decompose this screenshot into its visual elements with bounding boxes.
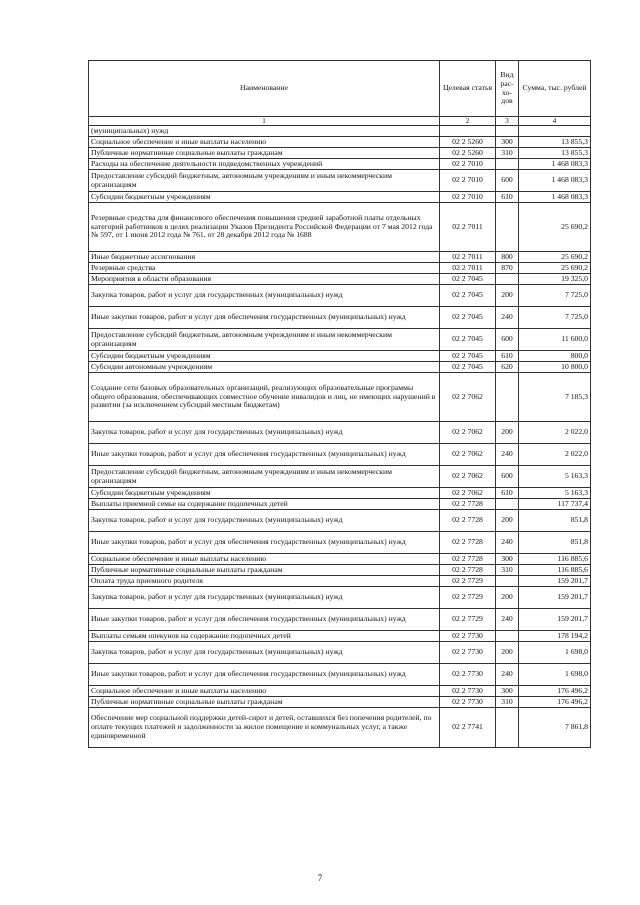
table-row [89, 532, 591, 554]
row-type: 600 [496, 329, 519, 351]
row-type: 800 [496, 252, 519, 263]
budget-table [88, 60, 591, 748]
col-number-4: 4 [519, 117, 591, 126]
row-sum: 159 201,7 [519, 587, 591, 609]
row-code: 02 2 7010 [440, 192, 496, 203]
table-row [89, 422, 591, 444]
row-code: 02 2 7729 [440, 609, 496, 631]
table-row [89, 252, 591, 263]
row-name: Предоставление субсидий бюджетным, автономным учреждениям и иным некоммерческим организациям [89, 466, 440, 488]
row-name: Иные закупки товаров, работ и услуг для обеспечения государственных (муниципальных) нужд [89, 307, 440, 329]
row-name: Иные закупки товаров, работ и услуг для обеспечения государственных (муниципальных) нужд [89, 444, 440, 466]
row-code: 02 2 7045 [440, 362, 496, 373]
row-sum: 25 690,2 [519, 203, 591, 252]
row-type: 610 [496, 192, 519, 203]
table-row [89, 170, 591, 192]
table-row [89, 631, 591, 642]
table-row [89, 148, 591, 159]
row-name: Субсидии бюджетным учреждениям [89, 351, 440, 362]
row-code: 02 2 7728 [440, 554, 496, 565]
table-row [89, 609, 591, 631]
row-name: Субсидии бюджетным учреждениям [89, 192, 440, 203]
row-name: Закупка товаров, работ и услуг для государственных (муниципальных) нужд [89, 510, 440, 532]
row-name: Обеспечение мер социальной поддержки детей-сирот и детей, оставшихся без попечения родителей, по оплате текущих платежей и задолженности за жилое помещение и коммунальных услуг, а также единовременной [89, 708, 440, 748]
row-code: 02 2 7010 [440, 159, 496, 170]
row-sum: 13 855,3 [519, 148, 591, 159]
row-code: 02 2 7062 [440, 373, 496, 422]
row-sum: 19 325,0 [519, 274, 591, 285]
table-header-row [89, 61, 591, 117]
row-type: 600 [496, 170, 519, 192]
table-row [89, 554, 591, 565]
table-row [89, 285, 591, 307]
row-sum: 159 201,7 [519, 609, 591, 631]
table-row [89, 126, 591, 137]
table-row [89, 137, 591, 148]
row-type: 310 [496, 697, 519, 708]
row-code: 02 2 7011 [440, 252, 496, 263]
col-number-1: 1 [89, 117, 440, 126]
table-row [89, 697, 591, 708]
header-sum: Сумма, тыс. рублей [519, 61, 591, 117]
row-type: 610 [496, 488, 519, 499]
row-type: 200 [496, 510, 519, 532]
table-row [89, 263, 591, 274]
row-type: 300 [496, 686, 519, 697]
table-row [89, 664, 591, 686]
row-sum: 7 725,0 [519, 285, 591, 307]
row-sum: 1 468 083,3 [519, 159, 591, 170]
col-number-2: 2 [440, 117, 496, 126]
table-row [89, 708, 591, 748]
table-row [89, 192, 591, 203]
row-sum: 800,0 [519, 351, 591, 362]
row-sum: 178 194,2 [519, 631, 591, 642]
table-row [89, 329, 591, 351]
row-name: Социальное обеспечение и иные выплаты населению [89, 137, 440, 148]
row-sum [519, 126, 591, 137]
row-sum: 176 496,2 [519, 697, 591, 708]
row-name: Публичные нормативные социальные выплаты гражданам [89, 565, 440, 576]
row-name: Иные бюджетные ассигнования [89, 252, 440, 263]
row-type [496, 274, 519, 285]
row-sum: 25 690,2 [519, 263, 591, 274]
table-body [89, 126, 591, 748]
row-type: 200 [496, 422, 519, 444]
row-code: 02 2 5260 [440, 148, 496, 159]
row-code: 02 2 7730 [440, 642, 496, 664]
row-sum: 13 855,3 [519, 137, 591, 148]
row-name: Расходы на обеспечение деятельности подведомственных учреждений [89, 159, 440, 170]
row-code: 02 2 7729 [440, 587, 496, 609]
row-name: Резервные средства для финансового обеспечения повышения средней заработной платы отдельных категорий работников в целях реализации Указов Президента Российской Федерации от 7 мая 2012 года № 597, от 1 июня 2012 года № 761, от 28 декабря 2012 года № 1688 [89, 203, 440, 252]
row-name: Субсидии бюджетным учреждениям [89, 488, 440, 499]
row-type: 240 [496, 444, 519, 466]
column-number-row [89, 117, 591, 126]
row-sum: 10 800,0 [519, 362, 591, 373]
table-row [89, 499, 591, 510]
table-row [89, 466, 591, 488]
table-row [89, 642, 591, 664]
row-type [496, 159, 519, 170]
row-type [496, 203, 519, 252]
row-name: Закупка товаров, работ и услуг для государственных (муниципальных) нужд [89, 642, 440, 664]
row-type: 310 [496, 565, 519, 576]
row-type: 240 [496, 307, 519, 329]
row-type: 870 [496, 263, 519, 274]
row-code: 02 2 7729 [440, 576, 496, 587]
row-type: 620 [496, 362, 519, 373]
row-sum: 5 163,3 [519, 466, 591, 488]
row-type: 600 [496, 466, 519, 488]
row-sum: 7 725,0 [519, 307, 591, 329]
row-sum: 5 163,3 [519, 488, 591, 499]
row-type [496, 126, 519, 137]
row-sum: 11 600,0 [519, 329, 591, 351]
row-sum: 2 022,0 [519, 422, 591, 444]
row-type [496, 631, 519, 642]
row-name: Мероприятия в области образования [89, 274, 440, 285]
row-type: 310 [496, 148, 519, 159]
row-name: Выплаты приемной семье на содержание подопечных детей [89, 499, 440, 510]
row-type [496, 708, 519, 748]
row-code: 02 2 7045 [440, 274, 496, 285]
row-name: Публичные нормативные социальные выплаты гражданам [89, 697, 440, 708]
row-name: Иные закупки товаров, работ и услуг для обеспечения государственных (муниципальных) нужд [89, 532, 440, 554]
table-row [89, 587, 591, 609]
header-name: Наименование [89, 61, 440, 117]
row-name: Закупка товаров, работ и услуг для государственных (муниципальных) нужд [89, 587, 440, 609]
row-code: 02 2 7011 [440, 263, 496, 274]
table-row [89, 576, 591, 587]
row-name: Предоставление субсидий бюджетным, автономным учреждениям и иным некоммерческим организациям [89, 170, 440, 192]
row-code: 02 2 7062 [440, 466, 496, 488]
row-code: 02 2 7730 [440, 664, 496, 686]
row-code: 02 2 7741 [440, 708, 496, 748]
row-name: Выплаты семьям опекунов на содержание подопечных детей [89, 631, 440, 642]
row-type: 200 [496, 285, 519, 307]
row-code: 02 2 7045 [440, 351, 496, 362]
row-type [496, 499, 519, 510]
row-type: 240 [496, 532, 519, 554]
row-code: 02 2 7730 [440, 686, 496, 697]
row-code: 02 2 7010 [440, 170, 496, 192]
table-row [89, 351, 591, 362]
row-sum: 851,8 [519, 532, 591, 554]
row-name: Закупка товаров, работ и услуг для государственных (муниципальных) нужд [89, 422, 440, 444]
table-row [89, 488, 591, 499]
row-sum: 1 468 083,3 [519, 192, 591, 203]
table-row [89, 362, 591, 373]
row-sum: 7 185,3 [519, 373, 591, 422]
row-code: 02 2 7728 [440, 499, 496, 510]
header-code: Целевая статья [440, 61, 496, 117]
row-type: 240 [496, 664, 519, 686]
table-row [89, 203, 591, 252]
table-row [89, 565, 591, 576]
row-type [496, 576, 519, 587]
table-row [89, 686, 591, 697]
row-code: 02 2 7062 [440, 488, 496, 499]
row-code: 02 2 7730 [440, 631, 496, 642]
table-row [89, 159, 591, 170]
budget-table-container [88, 60, 590, 748]
row-type: 240 [496, 609, 519, 631]
row-sum: 116 885,6 [519, 554, 591, 565]
row-name: (муниципальных) нужд [89, 126, 440, 137]
row-code: 02 2 7011 [440, 203, 496, 252]
row-sum: 25 690,2 [519, 252, 591, 263]
row-code: 02 2 7728 [440, 510, 496, 532]
row-sum: 176 496,2 [519, 686, 591, 697]
table-row [89, 373, 591, 422]
row-sum: 1 698,0 [519, 642, 591, 664]
row-type: 200 [496, 587, 519, 609]
row-sum: 851,8 [519, 510, 591, 532]
row-type: 300 [496, 137, 519, 148]
table-row [89, 444, 591, 466]
row-sum: 116 885,6 [519, 565, 591, 576]
row-name: Иные закупки товаров, работ и услуг для обеспечения государственных (муниципальных) нужд [89, 664, 440, 686]
row-name: Резервные средства [89, 263, 440, 274]
header-type: Вид рас-хо-дов [496, 61, 519, 117]
row-sum: 1 468 083,3 [519, 170, 591, 192]
row-sum: 117 737,4 [519, 499, 591, 510]
row-code: 02 2 7045 [440, 307, 496, 329]
row-name: Создание сети базовых образовательных организаций, реализующих образовательные программы общего образования, обеспечивающих совместное обучение инвалидов и лиц, не имеющих нарушений в развитии (за исключением субсидий местным бюджетам) [89, 373, 440, 422]
row-name: Социальное обеспечение и иные выплаты населению [89, 686, 440, 697]
row-sum: 7 861,8 [519, 708, 591, 748]
row-code: 02 2 7062 [440, 444, 496, 466]
row-code [440, 126, 496, 137]
table-row [89, 274, 591, 285]
row-code: 02 2 5260 [440, 137, 496, 148]
row-code: 02 2 7728 [440, 565, 496, 576]
row-code: 02 2 7045 [440, 285, 496, 307]
table-row [89, 307, 591, 329]
col-number-3: 3 [496, 117, 519, 126]
row-name: Иные закупки товаров, работ и услуг для обеспечения государственных (муниципальных) нужд [89, 609, 440, 631]
row-name: Субсидии автономным учреждениям [89, 362, 440, 373]
row-name: Предоставление субсидий бюджетным, автономным учреждениям и иным некоммерческим организациям [89, 329, 440, 351]
row-name: Социальное обеспечение и иные выплаты населению [89, 554, 440, 565]
row-code: 02 2 7062 [440, 422, 496, 444]
row-name: Публичные нормативные социальные выплаты гражданам [89, 148, 440, 159]
page-number: 7 [317, 873, 323, 883]
row-type: 610 [496, 351, 519, 362]
row-type [496, 373, 519, 422]
row-type: 200 [496, 642, 519, 664]
row-sum: 159 201,7 [519, 576, 591, 587]
row-code: 02 2 7730 [440, 697, 496, 708]
row-sum: 2 022,0 [519, 444, 591, 466]
row-code: 02 2 7728 [440, 532, 496, 554]
row-sum: 1 698,0 [519, 664, 591, 686]
table-row [89, 510, 591, 532]
row-name: Закупка товаров, работ и услуг для государственных (муниципальных) нужд [89, 285, 440, 307]
row-type: 300 [496, 554, 519, 565]
row-code: 02 2 7045 [440, 329, 496, 351]
row-name: Оплата труда приемного родителя [89, 576, 440, 587]
